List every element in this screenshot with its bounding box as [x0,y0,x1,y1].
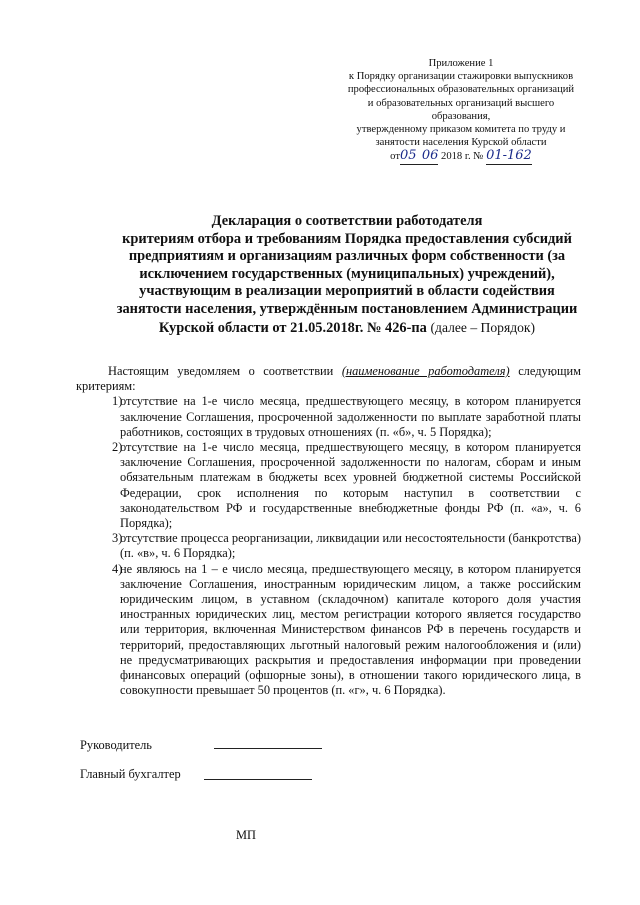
appendix-line: профессиональных образовательных организаций [347,84,575,96]
appendix-line: занятости населения Курской области [375,137,547,149]
criteria-text: отсутствие процесса реорганизации, ликвидации или несостоятельности (банкротства) (п. «в», ч. 6 Порядка); [120,531,581,561]
title-line-last [76,319,618,338]
title-line: Курской области от 21.05.2018г. № 426-па [158,319,427,336]
order-number: 01-162 [486,148,532,164]
accountant-signature-line [204,779,312,780]
date-month: 06 [421,148,439,164]
title-line: участвующим в реализации мероприятий в области содействия [139,283,555,300]
intro-before: Настоящим уведомляем о соответствии [108,364,334,378]
criteria-item [76,562,581,699]
criteria-item [76,394,581,440]
criteria-item [76,531,581,561]
declaration-title [76,213,618,337]
criteria-text: отсутствие на 1-е число месяца, предшествующего месяцу, в котором планируется заключение Соглашения, просроченной задолженности по выплате заработной платы работников, состоящих в трудовых отношениях (п. «б», ч. 5 Порядка); [120,394,581,439]
title-suffix: (далее – Порядок) [430,319,536,335]
date-prefix: от [390,151,400,163]
date-year: 2018 г. № [441,151,484,163]
accountant-label: Главный бухгалтер [80,767,181,781]
title-line: исключением государственных (муниципальных) учреждений), [139,265,555,282]
title-line: занятости населения, утверждённым постановлением Администрации [116,300,578,317]
appendix-line: образования, [431,110,491,122]
appendix-line: Приложение 1 [428,58,494,69]
criteria-list [76,394,581,698]
intro-paragraph [76,364,581,394]
head-signature-line [214,748,322,749]
number-handwritten [486,149,532,164]
appendix-line: и образовательных организаций высшего [367,97,555,109]
head-label: Руководитель [80,738,152,752]
criteria-number: 3) [112,531,123,546]
employer-name-placeholder: (наименование работодателя) [341,364,510,378]
criteria-item [76,440,581,531]
criteria-number: 2) [112,440,123,455]
criteria-number: 1) [112,394,123,409]
appendix-date-line [330,149,592,164]
title-line: критериям отбора и требованиям Порядка предоставления субсидий [122,230,572,247]
criteria-number: 4) [112,561,123,576]
title-line: предприятиям и организациям различных форм собственности (за [128,248,566,265]
declaration-body [76,364,581,698]
appendix-line: утвержденному приказом комитета по труду и [356,124,566,136]
title-line: Декларация о соответствии работодателя [211,213,483,229]
criteria-text: отсутствие на 1-е число месяца, предшествующего месяцу, в котором планируется заключение Соглашения, просроченной задолженности по налогам, сборам и иным обязательным платежам в бюджеты всех уровней бюджетной системы Российской Федерации, срок исполнения по которым наступил в соответствии с законодательством РФ и государственные внебюджетные фонды РФ (п. «а», ч. 6 Порядка); [120,440,581,531]
criteria-text: не являюсь на 1 – е число месяца, предшествующего месяцу, в котором планируется заключение Соглашения, иностранным юридическим лицом, а также российским юридическим лицом, в уставном (складочном) капитале которого доля участия иностранных юридических лиц, местом регистрации которого является государство или территория, включенная Министерством финансов РФ в перечень государств и территорий, предоставляющих льготный налоговый режим налогообложения и (или) не предусматривающих раскрытия и предоставления информации при проведении финансовых операций (офшорные зоны), в отношении такого юридического лица, в совокупности превышает 50 процентов (п. «г», ч. 6 Порядка). [120,561,581,698]
date-day: 05 [399,148,417,164]
appendix-block [330,57,592,165]
intro-after: следующим критериям: [76,364,581,394]
stamp-place: МП [236,828,256,842]
appendix-line: к Порядку организации стажировки выпускников [348,71,574,83]
date-handwritten [400,149,438,164]
